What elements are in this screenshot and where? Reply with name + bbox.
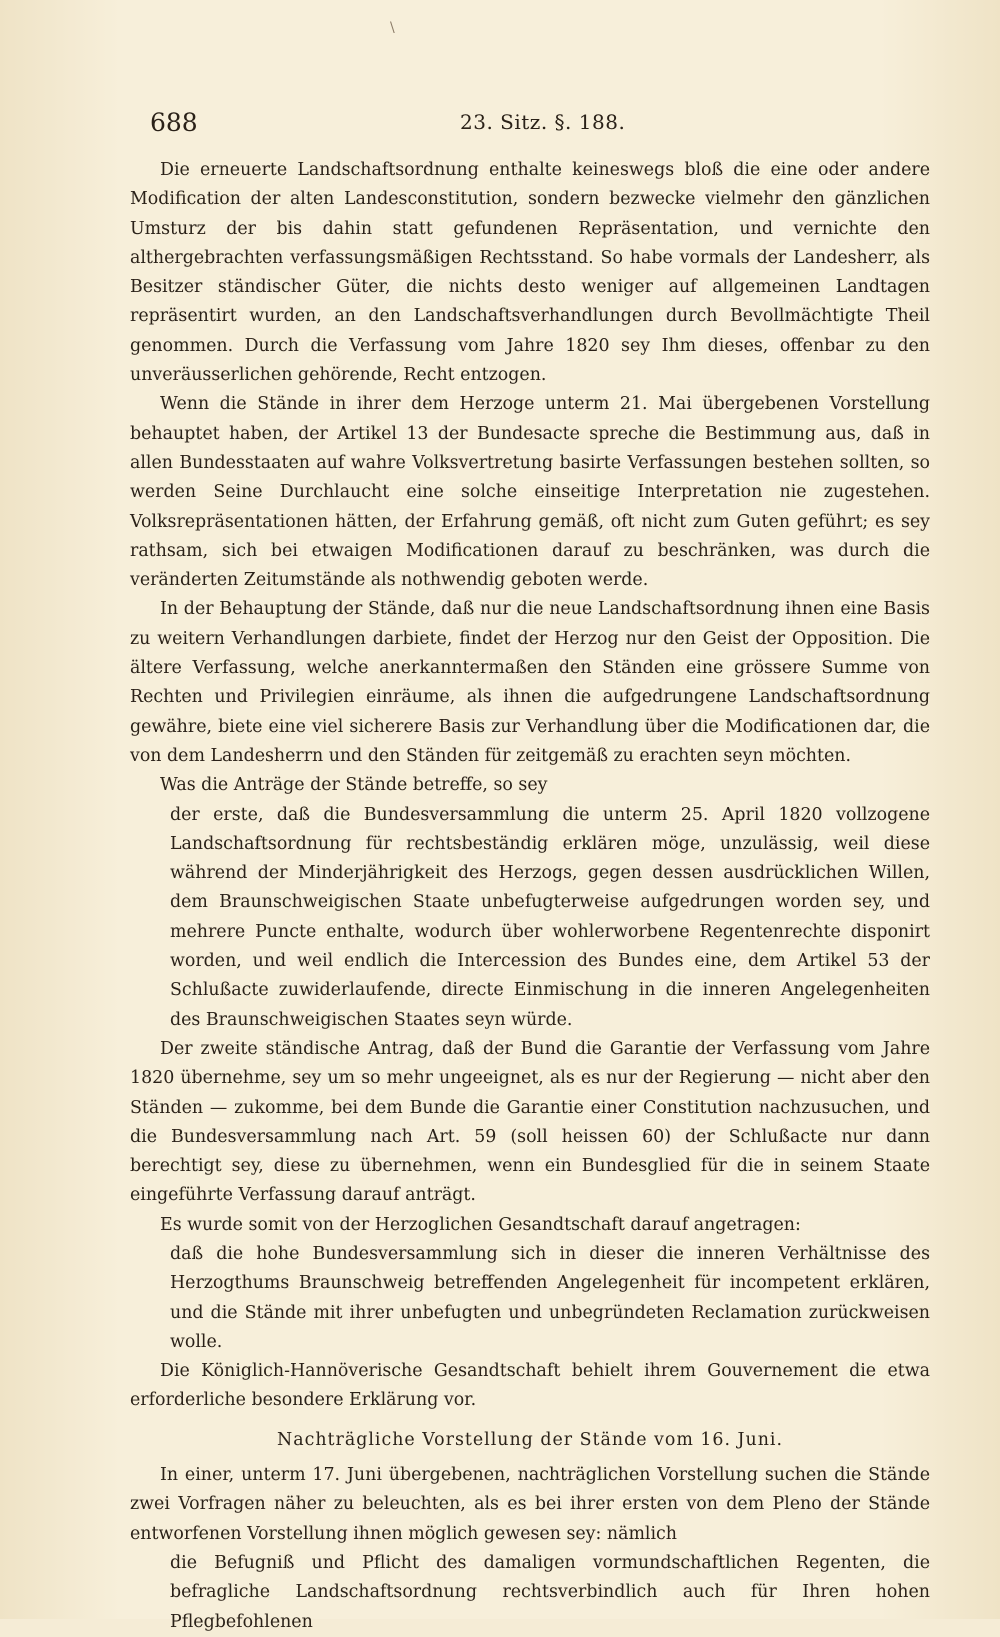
page-mark: \ [390, 20, 395, 36]
paragraph: In der Behauptung der Stände, daß nur die neue Landschaftsordnung ihnen eine Basis zu weitern Verhandlungen darbiete, findet der Herzog nur den Geist der Opposition. Die ältere Verfassung, welche anerkanntermaßen den Ständen eine grössere Summe von Rechten und Privilegien einräume, als ihnen die aufgedrungene Landschaftsordnung gewähre, biete eine viel sicherere Basis zur Verhandlung über die Modificationen dar, die von dem Landesherrn und den Ständen für zeitgemäß zu erachten seyn möchten. [130, 599, 930, 766]
paragraph: Wenn die Stände in ihrer dem Herzoge unterm 21. Mai übergebenen Vorstellung behauptet haben, der Artikel 13 der Bundesacte spreche die Bestimmung aus, daß in allen Bundesstaaten auf wahre Volksvertretung basirte Verfassungen bestehen sollten, so werden Seine Durchlaucht eine solche einseitige Interpretation nie zugestehen. Volksrepräsentationen hätten, der Erfahrung gemäß, oft nicht zum Guten geführt; es sey rathsam, sich bei etwaigen Modificationen darauf zu beschränken, was durch die veränderten Zeitumstände als nothwendig geboten werde. [130, 394, 930, 591]
paragraph: In einer, unterm 17. Juni übergebenen, nachträglichen Vorstellung suchen die Stände zwei Vorfragen näher zu beleuchten, als es bei ihrer ersten von dem Pleno der Stände entworfenen Vorstellung ihnen möglich gewesen sey: nämlich [130, 1465, 930, 1544]
paragraph: Was die Anträge der Stände betreffe, so sey [160, 775, 548, 796]
section-heading: Nachträgliche Vorstellung der Stände vom 16. Juni. [277, 1429, 783, 1450]
page-header [130, 108, 930, 148]
paragraph: Die erneuerte Landschaftsordnung enthalte keineswegs bloß die eine oder andere Modification der alten Landesconstitution, sondern bezwecke vielmehr den gänzlichen Umsturz der bis dahin statt gefundenen Repräsentation, und vernichte den althergebrachten verfassungsmäßigen Rechtsstand. So habe vormals der Landesherr, als Besitzer ständischer Güter, die nichts desto weniger auf allgemeinen Landtagen repräsentirt wurden, an den Landschaftsverhandlungen durch Bevollmächtigte Theil genommen. Durch die Verfassung vom Jahre 1820 sey Ihm dieses, offenbar zu den unveräusserlichen gehörende, Recht entzogen. [130, 160, 930, 386]
paragraph: Die Königlich-Hannöverische Gesandtschaft behielt ihrem Gouvernement die etwa erforderliche besondere Erklärung vor. [130, 1361, 930, 1411]
running-head: 23. Sitz. §. 188. [460, 110, 626, 134]
document-body [130, 156, 930, 1637]
paragraph-indented: die Befugniß und Pflicht des damaligen vormundschaftlichen Regenten, die befragliche Landschaftsordnung rechtsverbindlich auch für Ihren hohen Pflegbefohlenen [170, 1552, 930, 1632]
paragraph-indented: der erste, daß die Bundesversammlung die unterm 25. April 1820 vollzogene Landschaftsordnung für rechtsbeständig erklären möge, unzulässig, weil diese während der Minderjährigkeit des Herzogs, gegen dessen ausdrücklichen Willen, dem Braunschweigischen Staate unbefugterweise aufgedrungen worden sey, und mehrere Puncte enthalte, wodurch über wohlerworbene Regentenrechte disponirt worden, und weil endlich die Intercession des Bundes eine, dem Artikel 53 der Schlußacte zuwiderlaufende, directe Einmischung in die inneren Angelegenheiten des Braunschweigischen Staates seyn würde. [170, 804, 930, 1030]
paragraph-indented: daß die hohe Bundesversammlung sich in dieser die inneren Verhältnisse des Herzogthums Braunschweig betreffenden Angelegenheit für incompetent erklären, und die Stände mit ihrer unbefugten und unbegründeten Reclamation zurückweisen wolle. [170, 1243, 930, 1352]
page-number: 688 [150, 108, 198, 137]
paragraph: Der zweite ständische Antrag, daß der Bund die Garantie der Verfassung vom Jahre 1820 übernehme, sey um so mehr ungeeignet, als es nur der Regierung — nicht aber den Ständen — zukomme, bei dem Bunde die Garantie einer Constitution nachzusuchen, und die Bundesversammlung nach Art. 59 (soll heissen 60) der Schlußacte nur dann berechtigt sey, diese zu übernehmen, wenn ein Bundesglied für die in seinem Staate eingeführte Verfassung darauf anträgt. [130, 1038, 930, 1206]
paragraph: Es wurde somit von der Herzoglichen Gesandtschaft darauf angetragen: [160, 1214, 801, 1235]
